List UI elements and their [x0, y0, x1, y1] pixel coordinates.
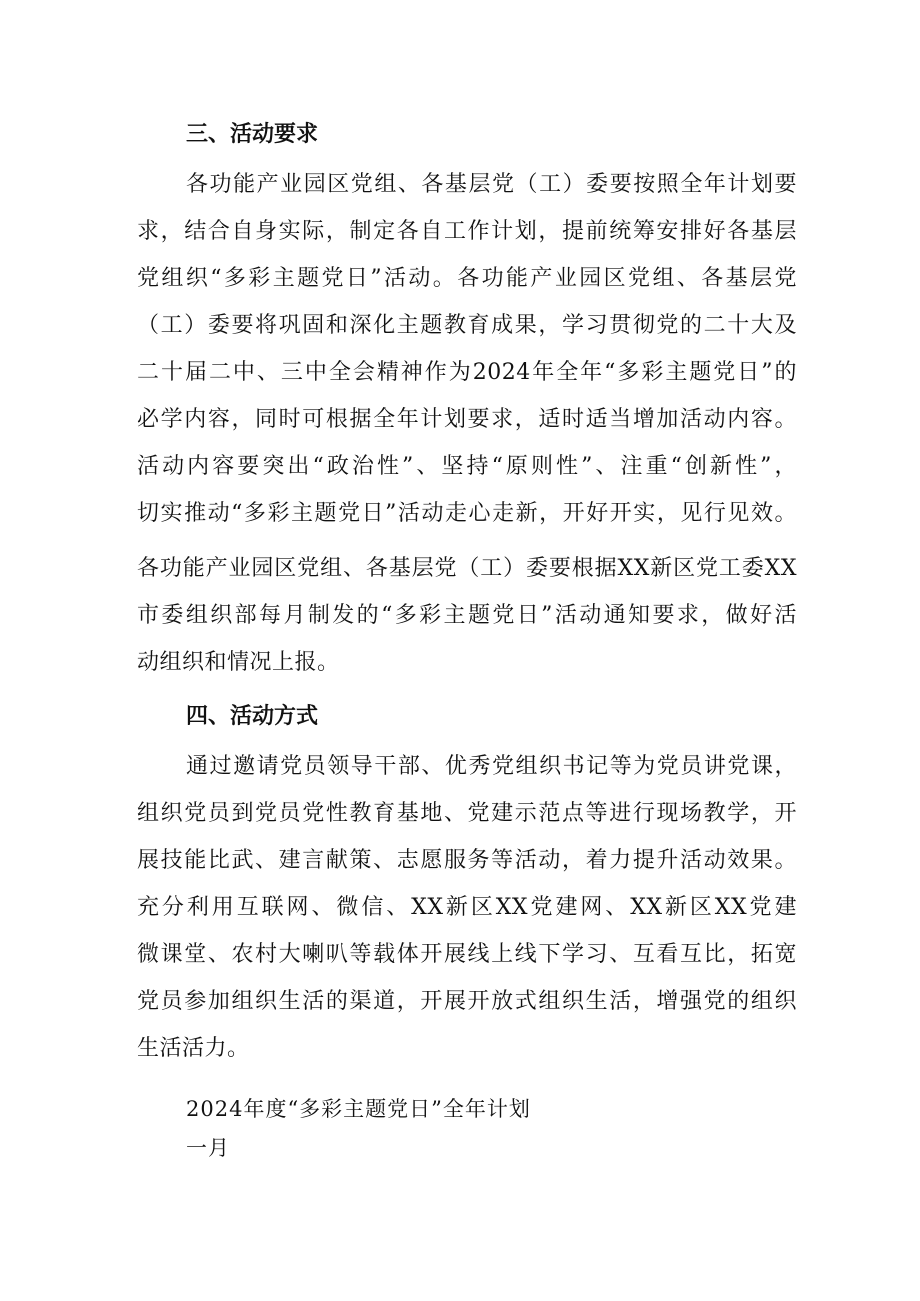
paragraph-line: 微课堂、农村大喇叭等载体开展线上线下学习、互看互比，拓宽: [137, 942, 797, 967]
paragraph-line: 活动内容要突出“政治性”、坚持“原则性”、注重“创新性”，: [137, 454, 797, 479]
paragraph-line: 党组织“多彩主题党日”活动。各功能产业园区党组、各基层党: [137, 266, 797, 291]
paragraph-line: 各功能产业园区党组、各基层党（工）委要根据XX新区党工委XX: [137, 556, 797, 581]
paragraph-line: 展技能比武、建言献策、志愿服务等活动，着力提升活动效果。: [137, 848, 797, 873]
paragraph-line: 党员参加组织生活的渠道，开展开放式组织生活，增强党的组织: [137, 989, 797, 1014]
paragraph-line: 求，结合自身实际，制定各自工作计划，提前统筹安排好各基层: [137, 219, 797, 244]
paragraph-line: 切实推动“多彩主题党日”活动走心走新，开好开实，见行见效。: [137, 501, 797, 526]
paragraph-line: 充分利用互联网、微信、XX新区XX党建网、XX新区XX党建: [137, 895, 797, 920]
paragraph-line: 组织党员到党员党性教育基地、党建示范点等进行现场教学，开: [137, 801, 797, 826]
paragraph-line: 二十届二中、三中全会精神作为2024年全年“多彩主题党日”的: [137, 360, 797, 385]
paragraph-line: 通过邀请党员领导干部、优秀党组织书记等为党员讲党课，: [186, 754, 797, 779]
plan-month-label: 一月: [186, 1136, 230, 1160]
section-heading-activity-requirements: 三、活动要求: [186, 122, 319, 147]
section-heading-activity-methods: 四、活动方式: [186, 704, 319, 729]
paragraph-line: 市委组织部每月制发的“多彩主题党日”活动通知要求，做好活: [137, 603, 797, 628]
paragraph-line: 动组织和情况上报。: [137, 650, 340, 675]
plan-title: 2024年度“多彩主题党日”全年计划: [186, 1097, 531, 1121]
paragraph-line: 必学内容，同时可根据全年计划要求，适时适当增加活动内容。: [137, 407, 797, 432]
paragraph-line: （工）委要将巩固和深化主题教育成果，学习贯彻党的二十大及: [137, 313, 797, 338]
paragraph-line: 各功能产业园区党组、各基层党（工）委要按照全年计划要: [186, 172, 797, 197]
paragraph-line: 生活活力。: [137, 1036, 250, 1061]
